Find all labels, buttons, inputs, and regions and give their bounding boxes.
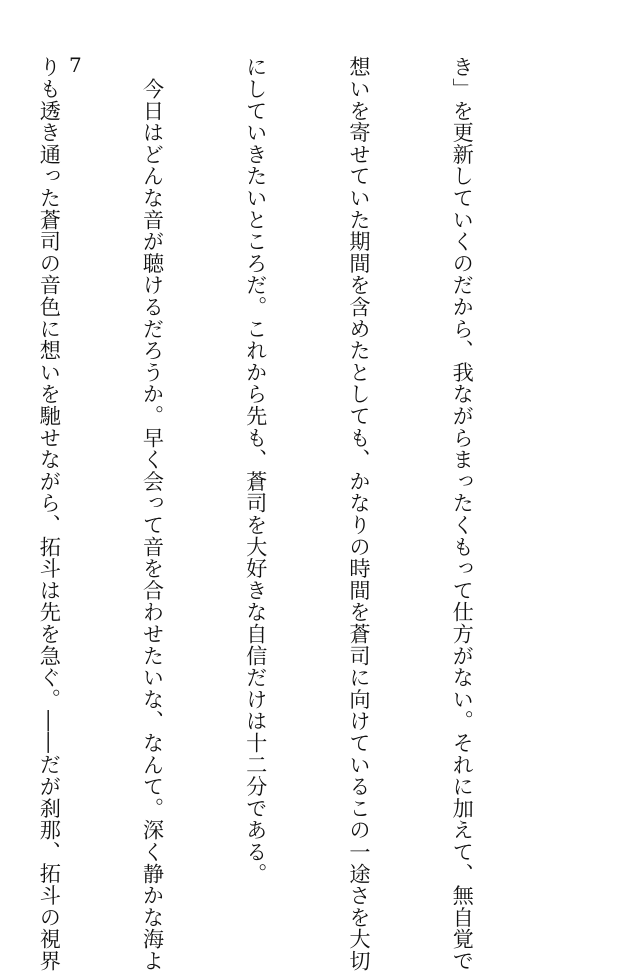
text-line: 想いを寄せていた期間を含めたとしても、かなりの時間を蒼司に向けているこの一途さを大切	[346, 56, 372, 972]
page-number: 7	[69, 53, 82, 77]
text-line: りも透き通った蒼司の音色に想いを馳せながら、拓斗は先を急ぐ。――だが刹那、拓斗の視界	[37, 56, 63, 972]
text-line: 今日はどんな音が聴けるだろうか。早く会って音を合わせたいな、なんて。深く静かな海よ	[140, 56, 166, 972]
text-line: にしていきたいところだ。これから先も、蒼司を大好きな自信だけは十二分である。	[243, 56, 269, 885]
body-text	[0, 53, 548, 972]
text-line: き」を更新していくのだから、我ながらまったくもって仕方がない。それに加えて、無自覚で	[450, 56, 476, 972]
